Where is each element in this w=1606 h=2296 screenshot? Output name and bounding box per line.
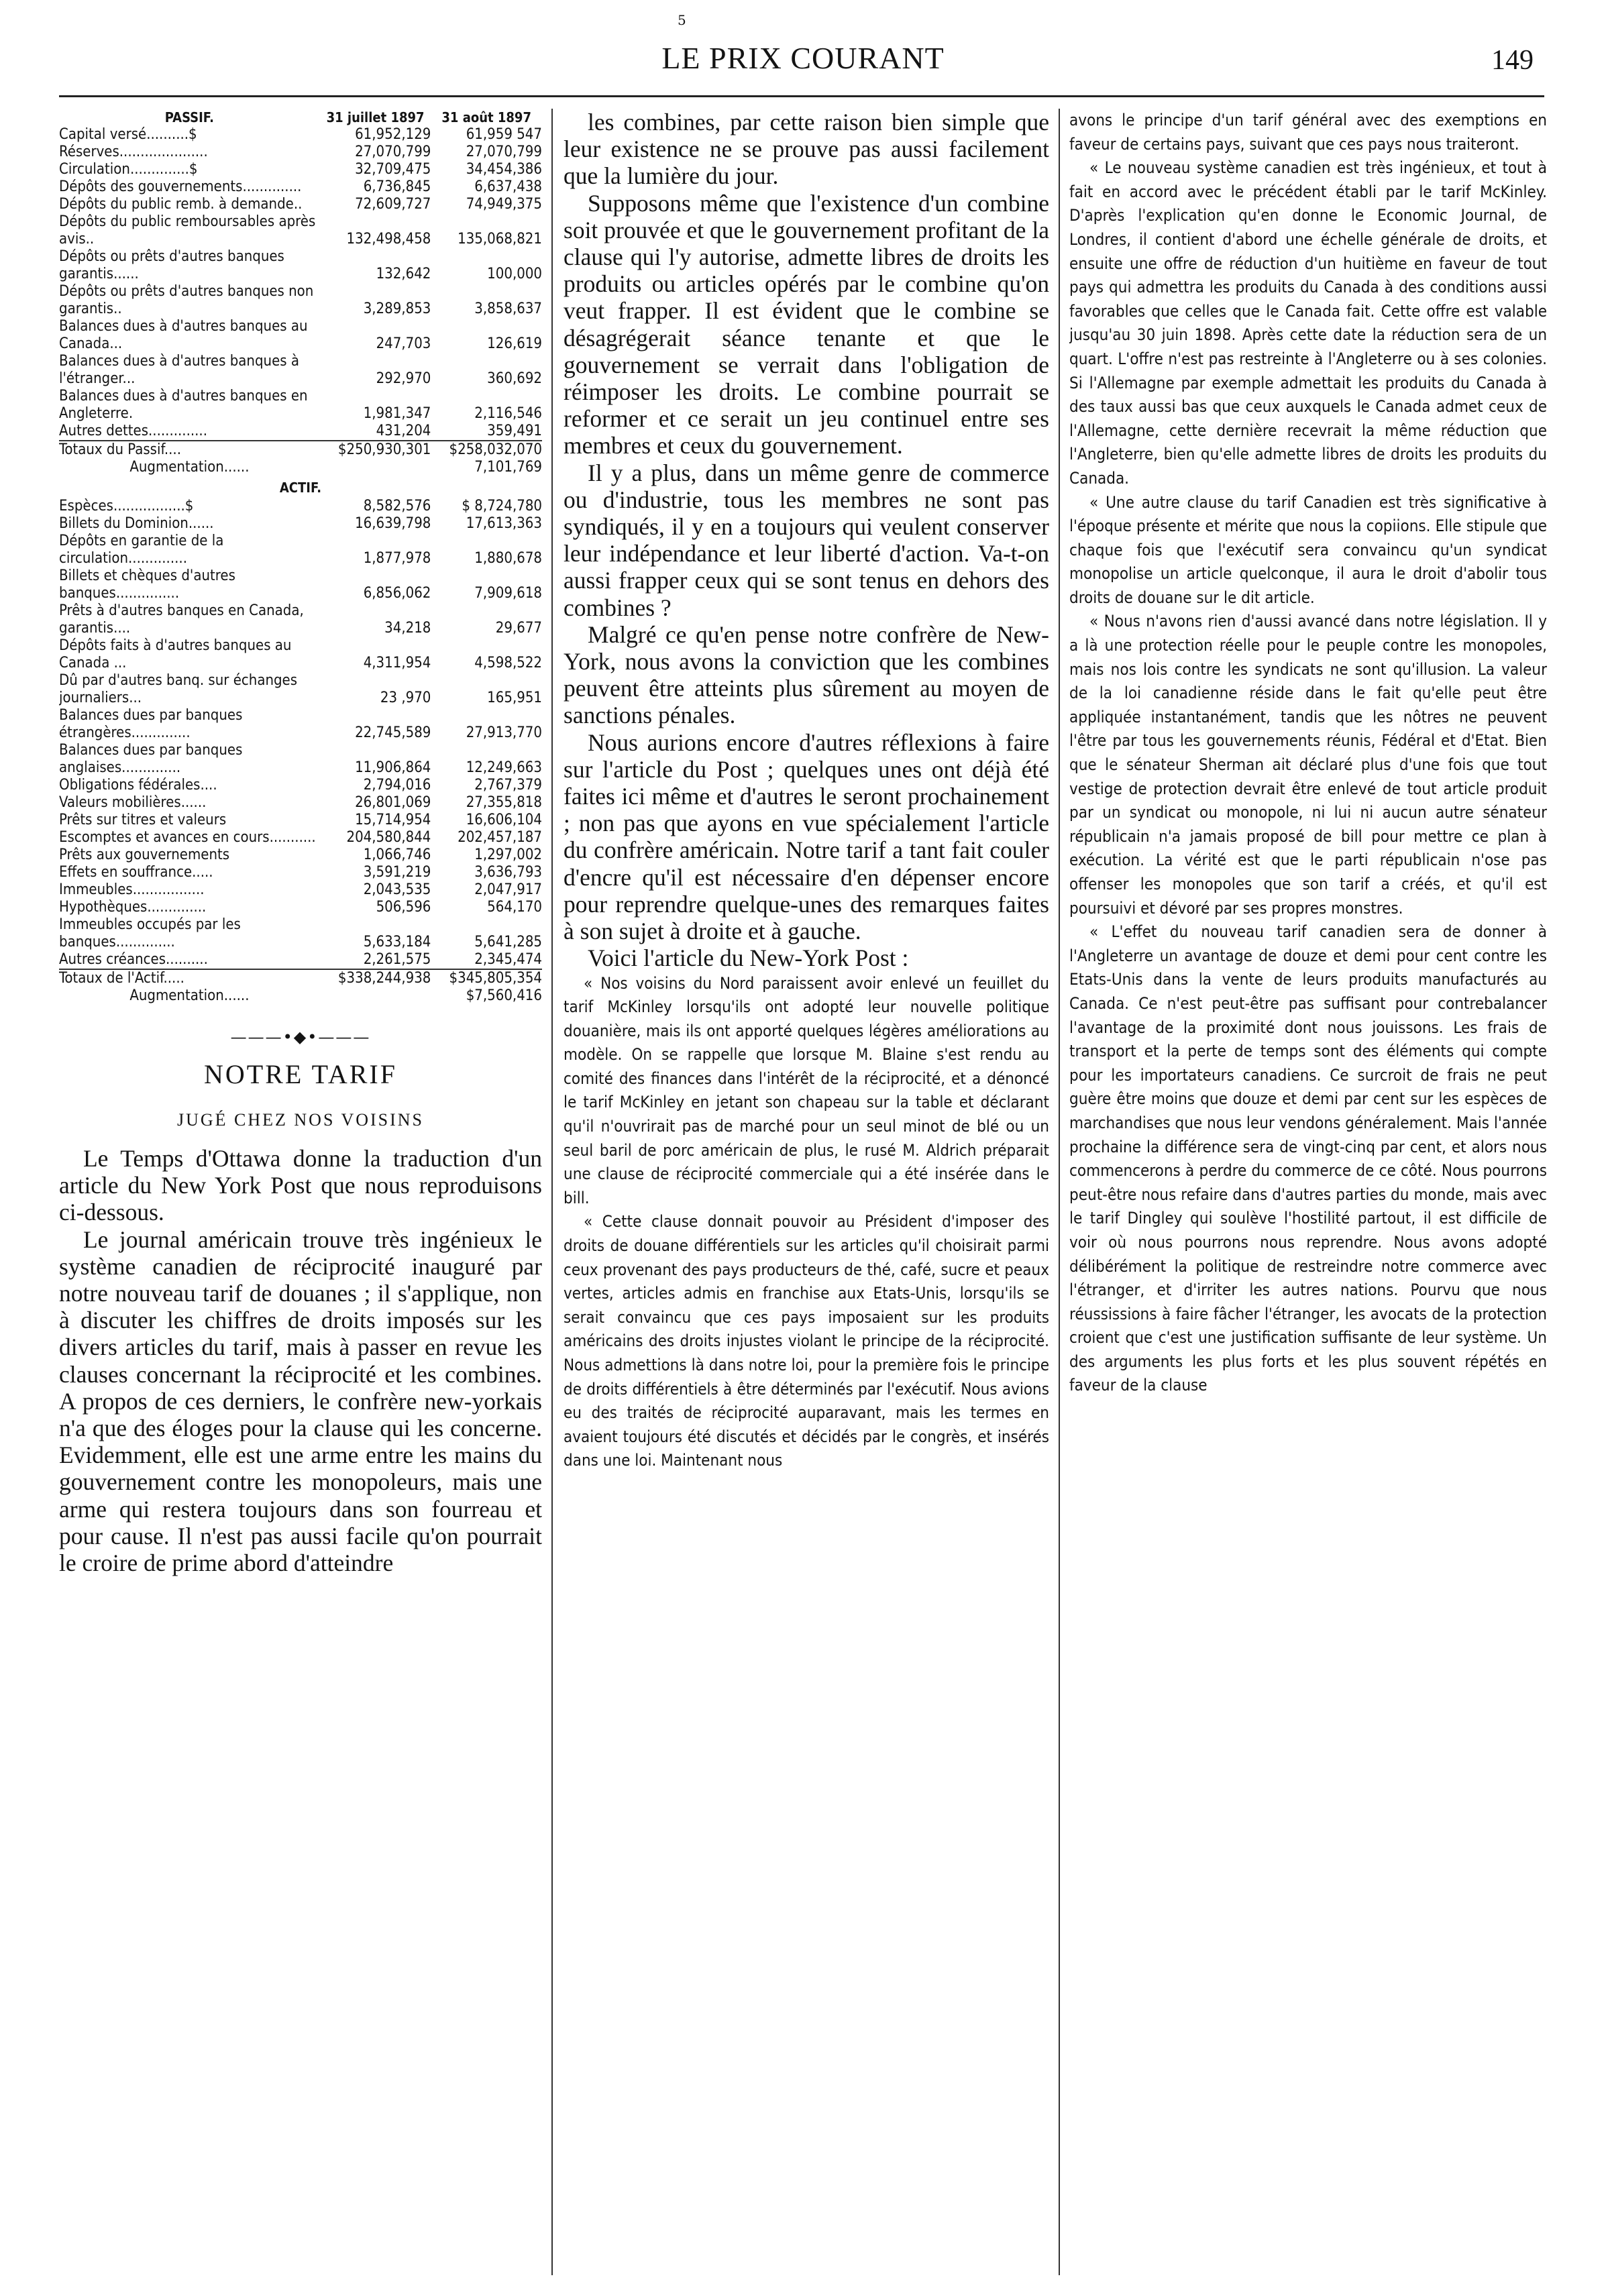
passif-v1: 72,609,727	[355, 196, 431, 213]
passif-aug-label: Augmentation......	[129, 459, 250, 476]
passif-label: Dépôts ou prêts d'autres banques non garantis..	[59, 283, 314, 317]
actif-total-row	[59, 969, 542, 987]
passif-v2: 61,959 547	[466, 126, 542, 143]
section-ornament: ———•◆•———	[230, 1028, 371, 1046]
article-subtitle: JUGÉ CHEZ NOS VOISINS	[176, 1110, 425, 1130]
actif-heading-row	[59, 476, 542, 498]
actif-row	[59, 794, 542, 812]
date-column-2: 31 août 1897	[441, 109, 531, 125]
passif-v2: 359,491	[487, 423, 542, 439]
passif-v1: 1,981,347	[363, 405, 431, 422]
passif-heading: PASSIF.	[164, 109, 214, 125]
actif-v2: 2,345,474	[474, 951, 542, 968]
actif-v2: 27,913,770	[466, 724, 542, 741]
column-1	[59, 109, 542, 2282]
article-paragraph: Malgré ce qu'en pense notre confrère de New-York, nous avons la conviction que les combines peuvent être atteints plus sûrement au moyen de sanctions pénales.	[564, 620, 1049, 729]
actif-v1: 1,066,746	[363, 846, 431, 863]
actif-v1: 4,311,954	[363, 655, 431, 671]
column-3	[1069, 109, 1547, 2282]
actif-total-v1: $338,244,938	[320, 969, 431, 987]
actif-label: Valeurs mobilières......	[59, 794, 207, 811]
actif-row	[59, 864, 542, 881]
actif-v2: 165,951	[487, 690, 542, 706]
article-paragraph: Supposons même que l'existence d'un combine soit prouvée et que le gouvernement profitant de la clause qui l'y autorise, admette libres de droits les produits ou articles opérés par le combine qu'on veut frapper. Il est évident que le combine se désagrégerait séance tenante et que le gouvernement se verrait dans l'obligation de réimposer les droits. Le combine pourrait se reformer et ce serait un jeu continuel entre ses membres et ceux du gouvernement.	[564, 189, 1049, 459]
actif-label: Effets en souffrance.....	[59, 864, 213, 881]
actif-label: Billets du Dominion......	[59, 515, 214, 532]
actif-row	[59, 881, 542, 899]
quoted-paragraph: « Cette clause donnait pouvoir au Président d'imposer des droits de douane différentiels sur les articles qu'il choisirait parmi ceux provenant des pays producteurs de thé, café, sucre et peaux vertes, articles admis en franchise aux Etats-Unis, lorsqu'ils se serait convaincu que ces pays imposaient sur les produits américains des droits injustes violant le principe de la réciprocité. Nous admettions là dans notre loi, pour la première fois le principe de droits différentiels à être déterminés par l'exécutif. Nous avions eu des traités de réciprocité auparavant, mais les termes en avaient toujours été discutés et décidés par le congrès, et insérés dans une loi. Maintenant nous	[564, 1212, 1049, 1470]
passif-row	[59, 388, 542, 423]
actif-label: Hypothèques..............	[59, 899, 207, 916]
actif-v2: 27,355,818	[466, 794, 542, 811]
passif-row	[59, 213, 542, 248]
passif-v1: 27,070,799	[355, 144, 431, 160]
passif-v1: 61,952,129	[355, 126, 431, 143]
passif-v1: 32,709,475	[355, 161, 431, 178]
passif-v2: 34,454,386	[466, 161, 542, 178]
actif-row	[59, 602, 542, 637]
actif-label: Immeubles occupés par les banques..............	[59, 916, 241, 950]
actif-row	[59, 672, 542, 707]
actif-v1: 1,877,978	[363, 550, 431, 567]
passif-total-v1: $250,930,301	[320, 441, 431, 459]
column-rule-1	[551, 109, 553, 2275]
passif-v1: 132,642	[376, 266, 431, 282]
passif-row	[59, 283, 542, 318]
actif-v1: 15,714,954	[355, 812, 431, 828]
passif-v2: 74,949,375	[466, 196, 542, 213]
actif-v1: 3,591,219	[363, 864, 431, 881]
actif-v1: 26,801,069	[355, 794, 431, 811]
passif-row	[59, 423, 542, 441]
actif-v1: 506,596	[376, 899, 431, 916]
passif-row	[59, 144, 542, 161]
article-title: NOTRE TARIF	[204, 1059, 397, 1089]
passif-v2: 135,068,821	[458, 231, 542, 248]
passif-total-row	[59, 441, 542, 459]
actif-label: Balances dues par banques étrangères..............	[59, 707, 243, 741]
actif-row	[59, 498, 542, 515]
actif-v1: 204,580,844	[346, 829, 431, 846]
actif-label: Obligations fédérales....	[59, 777, 217, 794]
actif-v2: 1,297,002	[474, 846, 542, 863]
actif-v2: 29,677	[495, 620, 542, 637]
actif-row	[59, 951, 542, 969]
passif-augmentation-row	[59, 459, 542, 476]
passif-row	[59, 161, 542, 178]
quoted-paragraph: « Nos voisins du Nord paraissent avoir enlevé un feuillet du tarif McKinley lorsqu'ils ont adopté leur nouvelle politique douanière, mais ils ont apporté quelques légères améliorations au modèle. On se rappelle que lorsque M. Blaine s'est rendu au comité des finances dans l'intérêt de la réciprocité, et a dénoncé le tarif McKinley en jetant son chapeau sur la table et déclarant qu'il n'ouvrirait pas de marché pour un seul minot de blé ou un seul baril de porc américain de plus, le rusé M. Aldrich préparait une clause de réciprocité commerciale qui a été insérée dans le bill.	[564, 973, 1049, 1207]
actif-v2: 1,880,678	[474, 550, 542, 567]
actif-label: Escomptes et avances en cours...........	[59, 829, 316, 846]
actif-v2: 3,636,793	[474, 864, 542, 881]
passif-label: Autres dettes..............	[59, 423, 207, 439]
passif-total-v2: $258,032,070	[431, 441, 542, 459]
actif-v2: 12,249,663	[466, 759, 542, 776]
folio-mark: 5	[678, 12, 686, 28]
passif-label: Balances dues à d'autres banques en Angleterre.	[59, 388, 308, 422]
passif-v1: 247,703	[376, 335, 431, 352]
actif-label: Prêts aux gouvernements	[59, 846, 230, 863]
actif-aug-v2: $7,560,416	[466, 987, 542, 1004]
actif-v2: 5,641,285	[474, 934, 542, 950]
article-paragraph: les combines, par cette raison bien simple que leur existence ne se prouve pas aussi facilement que la lumière du jour.	[564, 109, 1049, 190]
article-paragraph: Il y a plus, dans un même genre de commerce ou d'industrie, tous les membres ne sont pas syndiqués, il y en a toujours qui veulent conserver leur indépendance et leur liberté d'action. Va-t-on aussi frapper ceux qui se sont tenus en dehors des combines ?	[564, 459, 1049, 621]
actif-v1: 16,639,798	[355, 515, 431, 532]
column-2-text	[564, 109, 1049, 972]
column-2-quoted-text	[564, 972, 1049, 1473]
actif-row	[59, 899, 542, 916]
passif-v2: 27,070,799	[466, 144, 542, 160]
passif-v1: 3,289,853	[363, 300, 431, 317]
passif-row	[59, 248, 542, 283]
article-paragraph: Le Temps d'Ottawa donne la traduction d'un article du New York Post que nous reproduisons ci-dessous.	[59, 1145, 542, 1226]
actif-label: Balances dues par banques anglaises..............	[59, 742, 243, 776]
passif-v2: 6,637,438	[474, 178, 542, 195]
actif-total-v2: $345,805,354	[431, 969, 542, 987]
passif-total-label: Totaux du Passif....	[59, 441, 320, 459]
actif-v1: 2,261,575	[363, 951, 431, 968]
actif-total-label: Totaux de l'Actif.....	[59, 969, 320, 987]
actif-row	[59, 777, 542, 794]
actif-v2: 4,598,522	[474, 655, 542, 671]
actif-label: Prêts sur titres et valeurs	[59, 812, 227, 828]
actif-v2: 564,170	[487, 899, 542, 916]
actif-v1: 11,906,864	[355, 759, 431, 776]
actif-v1: 5,633,184	[363, 934, 431, 950]
page-number: 149	[1491, 45, 1534, 76]
passif-v2: 360,692	[487, 370, 542, 387]
passif-label: Réserves.....................	[59, 144, 208, 160]
actif-v1: 8,582,576	[363, 498, 431, 514]
passif-label: Dépôts du public remboursables après avis..	[59, 213, 316, 248]
passif-row	[59, 318, 542, 353]
actif-v2: 17,613,363	[466, 515, 542, 532]
actif-label: Dépôts faits à d'autres banques au Canada ...	[59, 637, 292, 671]
actif-v1: 34,218	[384, 620, 431, 637]
passif-row	[59, 353, 542, 388]
passif-label: Balances dues à d'autres banques au Canada...	[59, 318, 308, 352]
bank-statement-table	[59, 109, 542, 1005]
actif-v2: $ 8,724,780	[462, 498, 542, 514]
actif-label: Autres créances..........	[59, 951, 208, 968]
actif-row	[59, 515, 542, 533]
article-paragraph: Voici l'article du New-York Post :	[588, 944, 909, 972]
passif-v2: 126,619	[487, 335, 542, 352]
passif-label: Dépôts des gouvernements..............	[59, 178, 302, 195]
passif-v2: 3,858,637	[474, 300, 542, 317]
actif-row	[59, 829, 542, 846]
quoted-paragraph: « L'effet du nouveau tarif canadien sera de donner à l'Angleterre un avantage de douze et demi pour cent contre les Etats-Unis dans la vente de leurs produits manufacturés au Canada. Ce n'est peut-être pas suffisant pour contrebalancer l'avantage de la proximité dont nous jouissons. Les frais de transport et la perte de temps sont des éléments qui compte pour les importateurs canadiens. Ce surcroit de frais ne peut guère être moins que douze et demi par cent sur les espèces de marchandises que nous leur vendons généralement. Mais l'année prochaine la différence sera de vingt-cinq par cent, et alors nous commencerons à perdre du commerce de ce côté. Nous pourrons peut-être nous refaire dans d'autres parties du monde, mais avec le tarif Dingley qui soulève l'hostilité partout, il est difficile de voir où nous pourrons nous reprendre. Nous avons adopté délibérément la politique de restreindre notre commerce avec l'étranger, et d'irriter les autres nations. Pourvu que nous réussissions à faire fâcher l'étranger, les avocats de la protection croient que c'est une justification suffisante de leur système. Un des arguments les plus forts et les plus souvent répétés en faveur de la clause	[1069, 922, 1547, 1395]
column-rule-2	[1059, 109, 1060, 2275]
actif-row	[59, 533, 542, 567]
quoted-paragraph: « Une autre clause du tarif Canadien est très significative à l'époque présente et mérite que nous la copiions. Elle stipule que chaque fois que l'exécutif sera convaincu qu'un syndicat monopolise un article quelconque, il aura le droit d'abolir tous droits de douane sur le dit article.	[1069, 492, 1547, 607]
passif-row	[59, 196, 542, 213]
actif-v2: 16,606,104	[466, 812, 542, 828]
actif-v1: 6,856,062	[363, 585, 431, 602]
passif-label: Balances dues à d'autres banques à l'étranger...	[59, 353, 299, 387]
actif-v1: 2,794,016	[363, 777, 431, 794]
actif-v2: 202,457,187	[458, 829, 542, 846]
article-paragraph: Nous aurions encore d'autres réflexions à faire sur l'article du Post ; quelques unes ont déjà été faites ici même et d'autres le seront prochainement ; non pas que ayons en vue spécialement l'article du confrère américain. Notre tarif a tant fait couler d'encre qu'il est nécessaire d'en dépenser encore pour reprendre quelque-unes des remarques faites à son sujet à droite et à gauche.	[564, 728, 1049, 945]
passif-row	[59, 126, 542, 144]
actif-v2: 7,909,618	[474, 585, 542, 602]
actif-v1: 22,745,589	[355, 724, 431, 741]
actif-heading: ACTIF.	[279, 480, 322, 496]
actif-label: Billets et chèques d'autres banques...............	[59, 567, 235, 602]
passif-label: Dépôts ou prêts d'autres banques garantis......	[59, 248, 284, 282]
passif-v1: 6,736,845	[363, 178, 431, 195]
actif-aug-label: Augmentation......	[129, 987, 250, 1004]
actif-augmentation-row	[59, 987, 542, 1005]
page-title: LE PRIX COURANT	[661, 41, 945, 75]
passif-label: Dépôts du public remb. à demande..	[59, 196, 303, 213]
actif-v2: 2,047,917	[474, 881, 542, 898]
passif-label: Capital versé..........$	[59, 126, 197, 143]
passif-label: Circulation..............$	[59, 161, 198, 178]
actif-row	[59, 567, 542, 602]
actif-row	[59, 707, 542, 742]
actif-v1: 2,043,535	[363, 881, 431, 898]
header-rule	[59, 95, 1544, 97]
column-3-text	[1069, 109, 1547, 1398]
actif-label: Dû par d'autres banq. sur échanges journaliers...	[59, 672, 298, 706]
actif-row	[59, 916, 542, 951]
actif-label: Prêts à d'autres banques en Canada, garantis....	[59, 602, 304, 637]
actif-row	[59, 812, 542, 829]
actif-label: Espèces.................$	[59, 498, 194, 514]
passif-v2: 100,000	[487, 266, 542, 282]
actif-v2: 2,767,379	[474, 777, 542, 794]
passif-v1: 431,204	[376, 423, 431, 439]
passif-row	[59, 178, 542, 196]
actif-row	[59, 846, 542, 864]
column-1-text	[59, 1145, 542, 1576]
date-column-1: 31 juillet 1897	[326, 109, 425, 125]
actif-row	[59, 637, 542, 672]
passif-v2: 2,116,546	[474, 405, 542, 422]
actif-label: Immeubles.................	[59, 881, 205, 898]
article-paragraph: Le journal américain trouve très ingénieux le système canadien de réciprocité inauguré par notre nouveau tarif de douanes ; il s'applique, non à discuter les chiffres de droits imposés sur les divers articles du tarif, mais à passer en revue les clauses concernant la réciprocité et les combines. A propos de ces derniers, le confrère new-yorkais n'a que des éloges pour la clause qui les concerne. Evidemment, elle est une arme entre les mains du gouvernement contre les monopoleurs, mais une arme qui restera toujours dans son fourreau et pour cause. Il n'est pas aussi facile qu'on pourrait le croire de prime abord d'atteindre	[59, 1225, 542, 1577]
statement-header-row	[59, 109, 542, 126]
actif-row	[59, 742, 542, 777]
passif-v1: 132,498,458	[346, 231, 431, 248]
quoted-paragraph: « Le nouveau système canadien est très ingénieux, et tout à fait en accord avec le précédent établi par le tarif McKinley. D'après l'explication qu'en donne le Economic Journal, de Londres, il contient d'abord une échelle générale de droits, et ensuite une offre de réduction d'un huitième en faveur de tout pays qui admettra les produits du Canada à des conditions aussi favorables que celles que le Canada fait. Cette offre est valable jusqu'au 30 juin 1898. Après cette date la réduction sera de un quart. L'offre n'est pas restreinte à l'Angleterre ou à ses colonies. Si l'Allemagne par exemple admettait les produits du Canada à des taux aussi bas que ceux auxquels le Canada admet ceux de l'Allemagne, cette dernière recevrait la même réduction que l'Angleterre, bien qu'elle admette libres de droits les produits du Canada.	[1069, 158, 1547, 488]
actif-v1: 23 ,970	[380, 690, 431, 706]
passif-aug-v2: 7,101,769	[474, 459, 542, 476]
quoted-paragraph: « Nous n'avons rien d'aussi avancé dans notre législation. Il y a là une protection réelle pour le peuple contre les monopoles, mais nos lois contre les syndicats ne sont qu'illusion. La valeur de la loi canadienne réside dans le fait qu'elle peut être appliquée instantanément, tandis que les nôtres ne peuvent l'être par tous les gouvernements réunis, Fédéral et d'Etat. Bien que le sénateur Sherman ait déclaré plus d'une fois que tout vestige de protection devrait être enlevé de tout article produit par un syndicat ou monopole, ni lui ni aucun autre sénateur républicain n'a jamais proposé de bill pour mettre ce plan à exécution. La vérité est que le parti républicain n'ose pas offenser les monopoles que son tarif a créés, et qu'il est poursuivi et dévoré par ses propres monstres.	[1069, 612, 1547, 918]
actif-label: Dépôts en garantie de la circulation..............	[59, 533, 224, 567]
quoted-paragraph: avons le principe d'un tarif général avec des exemptions en faveur de certains pays, suivant que ces pays nous traiteront.	[1069, 111, 1547, 154]
passif-v1: 292,970	[376, 370, 431, 387]
column-2	[564, 109, 1049, 2282]
